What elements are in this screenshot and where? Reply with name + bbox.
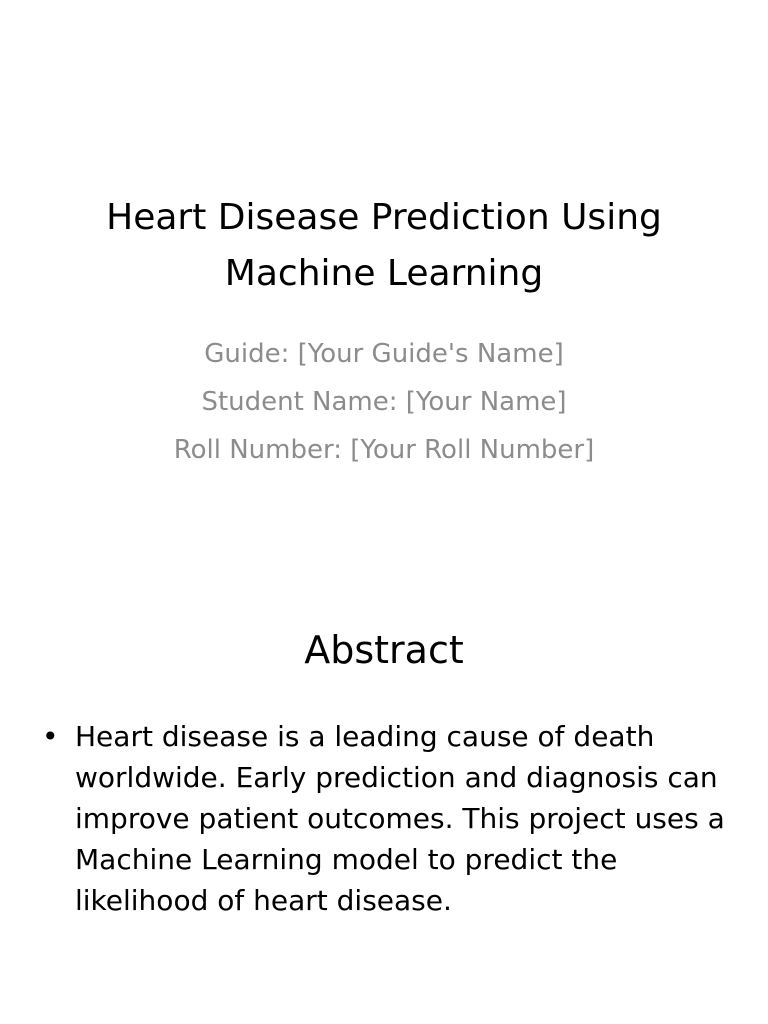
bullet-item	[42, 716, 732, 921]
guide-line: Guide: [Your Guide's Name]	[204, 339, 564, 369]
slide-title: Heart Disease Prediction Using Machine Learning	[106, 197, 662, 294]
abstract-bullet-list	[42, 716, 732, 921]
bullet-dot-icon: •	[42, 720, 59, 753]
slide-subtitle	[40, 330, 728, 474]
roll-number-line: Roll Number: [Your Roll Number]	[173, 435, 595, 465]
bullet-text: Heart disease is a leading cause of death worldwide. Early prediction and diagnosis can improve patient outcomes. This project uses a Machine Learning model to predict the likelihood of heart disease.	[75, 720, 725, 917]
student-name-line: Student Name: [Your Name]	[201, 387, 567, 417]
abstract-heading: Abstract	[304, 628, 464, 672]
